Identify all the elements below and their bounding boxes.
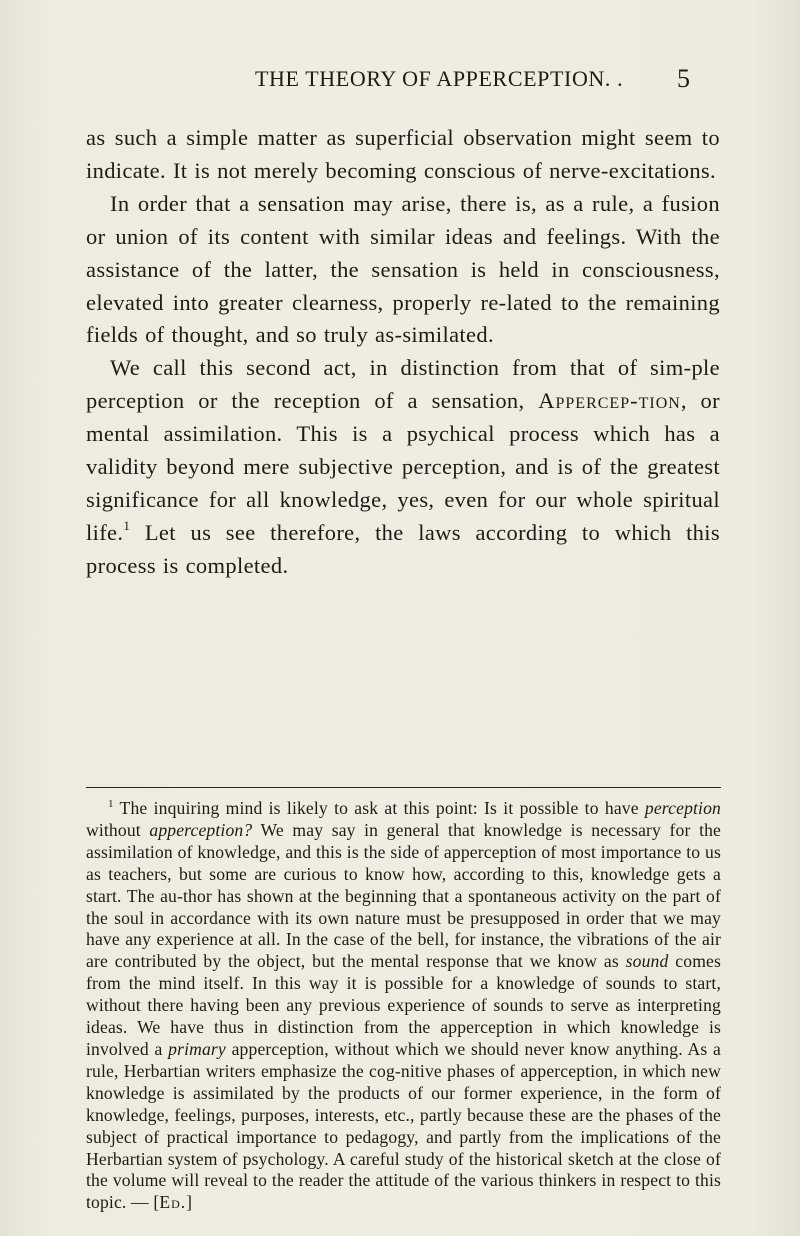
paragraph-text: , or mental assimilation. This is a psychical process which has a validity beyond mere subjective perception, and is of the greatest significance for all knowledge, yes, even for our whole spiritual life. xyxy=(86,388,720,545)
paragraph-apperception xyxy=(86,352,720,582)
footnote-text xyxy=(86,798,721,1214)
footnote-separator xyxy=(86,787,721,788)
footnote-segment: We may say in general that knowledge is necessary for the assimilation of knowledge, and this is the side of apperception of most importance to us as teachers, but some are curious to know how, according to this, knowledge gets a start. The au-thor has shown at the beginning that a spontaneous activity on the part of the soul in accordance with its own nature must be presupposed in order that we may have any experience at all. In the case of the bell, for instance, the vibrations of the air are contributed by the object, but the mental response that we know as xyxy=(86,819,722,972)
footnote-reference: 1 xyxy=(123,517,131,533)
footnote-segment: without xyxy=(86,819,150,840)
footnote-segment: comes from the mind itself. In this way it is possible for a knowledge of sounds to start, without there having been any previous experience of sounds to serve as interpreting ideas. We have thus in distinction from the apperception in which knowledge is involved a xyxy=(86,951,721,1059)
footnote-segment: The inquiring mind is likely to ask at this point: Is it possible to have xyxy=(113,798,645,818)
footnote-italic: perception xyxy=(644,798,721,818)
paragraph-text: We call this second act, in distinction from that of sim-ple perception or the reception of a sensation, xyxy=(86,355,720,414)
footnote-italic: sound xyxy=(625,951,669,972)
footnote-mark: 1 xyxy=(108,798,114,810)
paragraph-continuation: as such a simple matter as superficial observation might seem to indicate. It is not merely becoming conscious of nerve-excitations. xyxy=(86,125,720,183)
editor-mark: Ed. xyxy=(159,1192,187,1213)
footnote-segment: apperception, without which we should never know anything. As a rule, Herbartian writers emphasize the cog-nitive phases of apperception, in which new knowledge is assimilated by the products of our former experience, in the form of knowledge, feelings, purposes, interests, etc., partly because these are the phases of the subject of practical importance to pedagogy, and partly from the implications of the Herbartian system of psychology. A careful study of the historical sketch at the close of the volume will reveal to the reader the attitude of the various thinkers in respect to this topic. — [ xyxy=(86,1038,721,1213)
running-title: THE THEORY OF APPERCEPTION. . xyxy=(255,66,624,91)
footnote-italic: apperception? xyxy=(149,819,253,840)
main-text xyxy=(86,122,720,583)
footnote-italic: primary xyxy=(168,1038,226,1059)
running-head xyxy=(88,66,688,102)
paragraph-fusion: In order that a sensation may arise, there is, as a rule, a fusion or union of its content with similar ideas and feelings. With the assistance of the latter, the sensation is held in consciousness, elevated into greater clearness, properly re-lated to the remaining fields of thought, and so truly as-similated. xyxy=(86,190,720,348)
footnote xyxy=(86,798,721,1214)
term-apperception: Appercep-tion xyxy=(538,388,681,414)
paragraph-text: Let us see therefore, the laws according to which this process is completed. xyxy=(86,519,720,578)
page-number: 5 xyxy=(677,64,690,93)
footnote-segment: ] xyxy=(186,1192,193,1213)
